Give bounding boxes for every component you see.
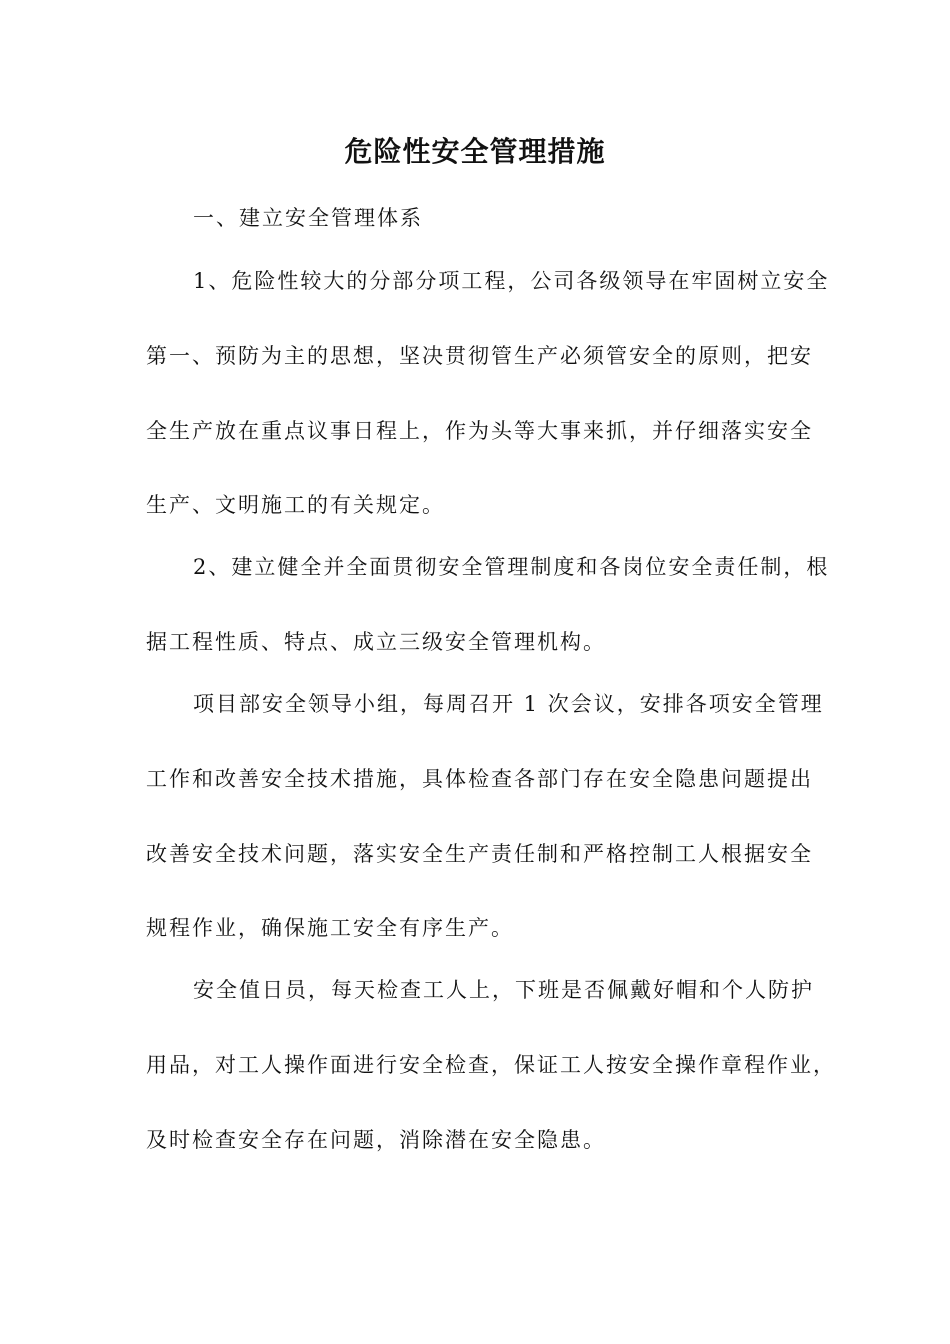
paragraph-line: 1、危险性较大的分部分项工程，公司各级领导在牢固树立安全: [193, 269, 830, 293]
paragraph-line: 项目部安全领导小组，每周召开 1 次会议，安排各项安全管理: [193, 692, 824, 716]
paragraph-line: 及时检查安全存在问题，消除潜在安全隐患。: [146, 1128, 606, 1152]
paragraph-line: 安全值日员，每天检查工人上，下班是否佩戴好帽和个人防护: [193, 978, 814, 1002]
section-heading: 一、建立安全管理体系: [193, 206, 423, 230]
paragraph-line: 第一、预防为主的思想，坚决贯彻管生产必须管安全的原则，把安: [146, 344, 813, 368]
paragraph-line: 改善安全技术问题，落实安全生产责任制和严格控制工人根据安全: [146, 842, 813, 866]
document-title: 危险性安全管理措施: [344, 135, 606, 168]
paragraph-line: 规程作业，确保施工安全有序生产。: [146, 916, 514, 940]
paragraph-line: 用品，对工人操作面进行安全检查，保证工人按安全操作章程作业，: [146, 1053, 836, 1077]
paragraph-line: 工作和改善安全技术措施，具体检查各部门存在安全隐患问题提出: [146, 767, 813, 791]
paragraph-line: 2、建立健全并全面贯彻安全管理制度和各岗位安全责任制，根: [193, 555, 830, 579]
paragraph-line: 生产、文明施工的有关规定。: [146, 493, 445, 517]
paragraph-line: 据工程性质、特点、成立三级安全管理机构。: [146, 630, 606, 654]
paragraph-line: 全生产放在重点议事日程上，作为头等大事来抓，并仔细落实安全: [146, 419, 813, 443]
